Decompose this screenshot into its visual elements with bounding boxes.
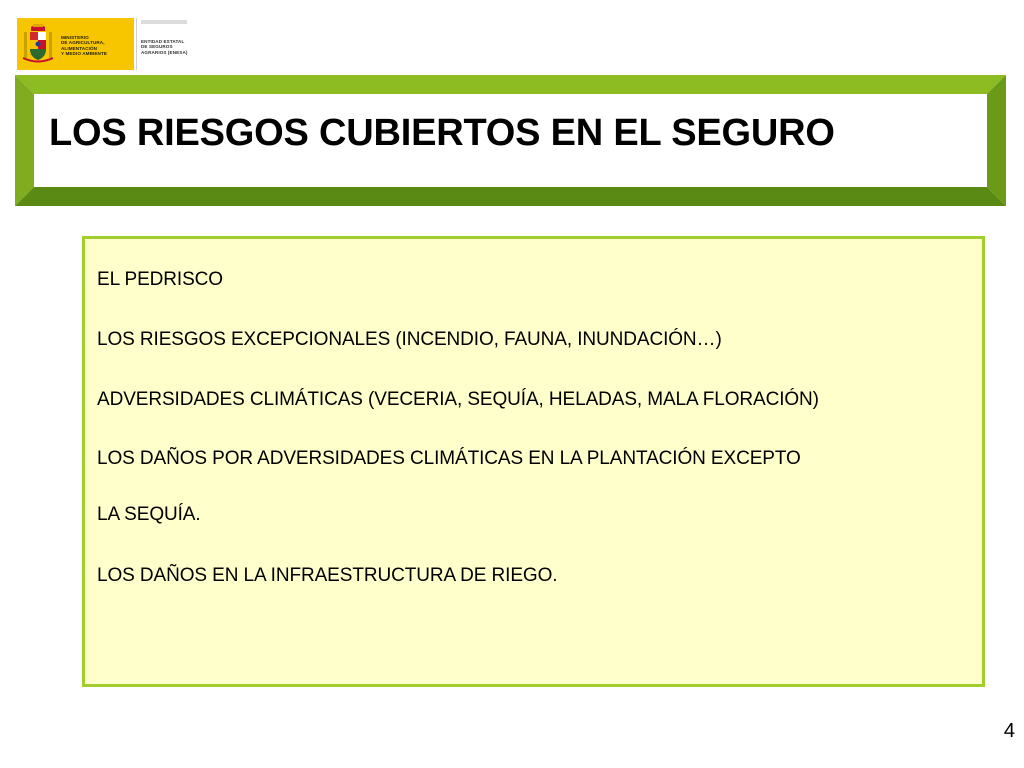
risk-item-adversidades: ADVERSIDADES CLIMÁTICAS (VECERIA, SEQUÍA, HELADAS, MALA FLORACIÓN) — [97, 389, 819, 410]
page-number: 4 — [1003, 720, 1015, 742]
risk-item-excepcionales: LOS RIESGOS EXCEPCIONALES (INCENDIO, FAUNA, INUNDACIÓN…) — [97, 329, 722, 350]
ministerio-logo-text: MINISTERIO DE AGRICULTURA, ALIMENTACIÓN Y MEDIO AMBIENTE — [61, 35, 108, 57]
covered-risks-box — [82, 236, 985, 687]
slide-title: LOS RIESGOS CUBIERTOS EN EL SEGURO — [49, 112, 835, 154]
risk-item-infraestructura: LOS DAÑOS EN LA INFRAESTRUCTURA DE RIEGO. — [97, 565, 558, 586]
risk-item-plantacion-continuation: LA SEQUÍA. — [97, 504, 201, 525]
title-frame — [0, 0, 1024, 230]
enesa-logo-text: ENTIDAD ESTATAL DE SEGUROS AGRARIOS (ENESA) — [141, 39, 188, 55]
risk-item-plantacion: LOS DAÑOS POR ADVERSIDADES CLIMÁTICAS EN LA PLANTACIÓN EXCEPTO — [97, 448, 801, 469]
risk-item-pedrisco: EL PEDRISCO — [97, 269, 223, 290]
